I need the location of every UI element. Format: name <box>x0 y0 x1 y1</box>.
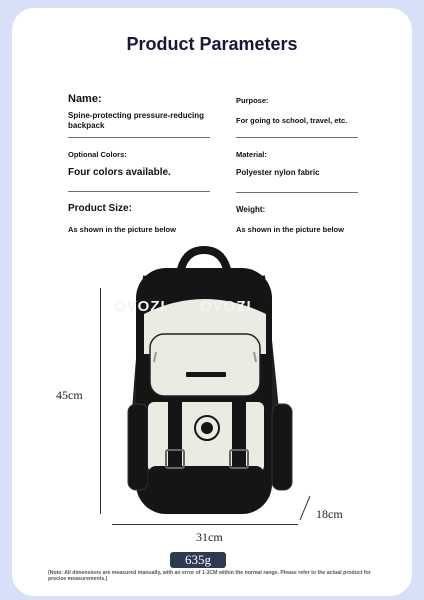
height-dimension-line <box>100 288 101 514</box>
colors-label: Optional Colors: <box>68 150 127 159</box>
width-dimension-line <box>112 524 298 525</box>
name-value: Spine-protecting pressure-reducing backpack <box>68 111 205 130</box>
material-value: Polyester nylon fabric <box>236 168 320 177</box>
watermark-left: OVOZI <box>114 298 166 315</box>
colors-value: Four colors available. <box>68 167 171 178</box>
purpose-value: For going to school, travel, etc. <box>236 116 348 125</box>
name-label: Name: <box>68 93 102 105</box>
width-label: 31cm <box>196 530 223 544</box>
watermark-right: OVOZI <box>200 298 252 315</box>
measurement-note: (Note: All dimensions are measured manually, with an error of 1-3CM within the normal range. Please refer to the actual product for precise measurements.) <box>48 570 371 583</box>
separator-colors <box>68 191 210 192</box>
material-label: Material: <box>236 150 267 159</box>
weight-label: Weight: <box>236 205 266 214</box>
backpack-illustration <box>100 244 320 524</box>
purpose-label: Purpose: <box>236 96 269 105</box>
separator-purpose <box>236 137 358 138</box>
weight-value: As shown in the picture below <box>236 225 344 234</box>
weight-badge: 635g <box>170 552 226 568</box>
height-label: 45cm <box>56 388 83 402</box>
separator-name <box>68 137 210 138</box>
size-value: As shown in the picture below <box>68 225 176 234</box>
depth-dimension-line <box>296 494 316 524</box>
page-title: Product Parameters <box>126 34 298 54</box>
size-label: Product Size: <box>68 203 132 214</box>
depth-label: 18cm <box>316 507 343 521</box>
separator-material <box>236 192 358 193</box>
